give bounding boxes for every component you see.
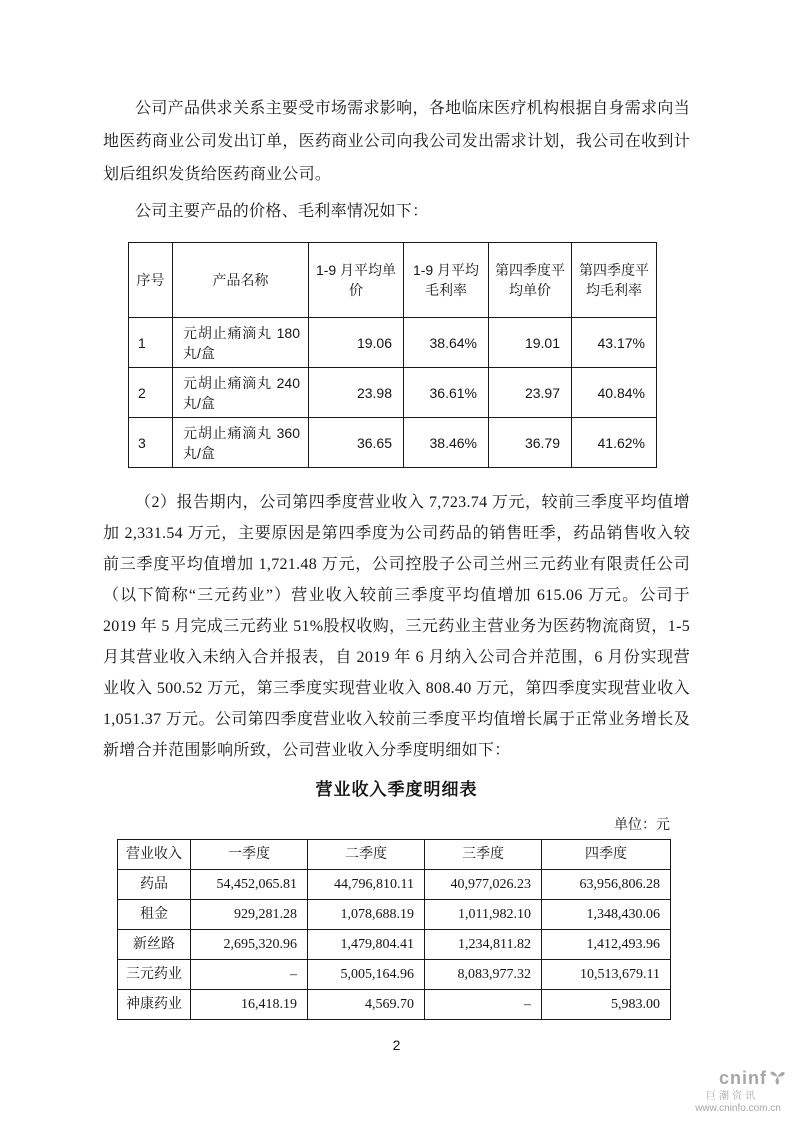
price-table-header-row [129, 243, 657, 318]
cell-q4-value: 5,983.00 [542, 990, 671, 1020]
cell-index: 2 [129, 368, 173, 418]
cninfo-url: www.cninfo.com.cn [695, 1103, 781, 1114]
table-row [129, 368, 657, 418]
table-row [129, 318, 657, 368]
header-cell-avg-price-1-9: 1-9 月平均单价 [309, 243, 404, 318]
cell-q4-value: 1,412,493.96 [542, 930, 671, 960]
table-row [118, 930, 671, 960]
cell-q3-value: – [425, 990, 542, 1020]
cninfo-brand-text: cninf [719, 1068, 767, 1089]
cell-product-name: 元胡止痛滴丸 180丸/盒 [173, 318, 309, 368]
cell-q3-value: 1,011,982.10 [425, 900, 542, 930]
cell-q2-value: 5,005,164.96 [308, 960, 425, 990]
product-price-table [128, 242, 657, 468]
cninfo-logo [688, 1068, 788, 1114]
cell-q1-value: 2,695,320.96 [191, 930, 308, 960]
header-cell-revenue: 营业收入 [118, 840, 191, 870]
cninfo-swirl-icon [769, 1068, 786, 1090]
cell-q3-value: 8,083,977.32 [425, 960, 542, 990]
table-row [129, 418, 657, 468]
cell-product-name: 元胡止痛滴丸 360丸/盒 [173, 418, 309, 468]
cell-segment: 租金 [118, 900, 191, 930]
cell-q4-price: 19.01 [489, 318, 572, 368]
cell-q4-price: 36.79 [489, 418, 572, 468]
cell-q2-value: 1,078,688.19 [308, 900, 425, 930]
cell-avg-price: 36.65 [309, 418, 404, 468]
paragraph-supply-demand: 公司产品供求关系主要受市场需求影响，各地临床医疗机构根据自身需求向当地医药商业公司发出订单，医药商业公司向我公司发出需求计划，我公司在收到计划后组织发货给医药商业公司。 [103, 100, 690, 183]
cell-segment: 药品 [118, 870, 191, 900]
page-number: 2 [392, 1037, 401, 1053]
header-cell-q4: 四季度 [542, 840, 671, 870]
cell-avg-margin: 36.61% [404, 368, 489, 418]
cell-q1-value: 54,452,065.81 [191, 870, 308, 900]
revenue-table-title: 营业收入季度明细表 [315, 780, 478, 799]
cell-q4-margin: 40.84% [572, 368, 657, 418]
cell-avg-price: 19.06 [309, 318, 404, 368]
cell-q4-value: 1,348,430.06 [542, 900, 671, 930]
cninfo-brand-row [688, 1068, 788, 1090]
header-cell-avg-margin-1-9: 1-9 月平均毛利率 [404, 243, 489, 318]
cell-q1-value: 929,281.28 [191, 900, 308, 930]
table-row [118, 990, 671, 1020]
revenue-table-header-row [118, 840, 671, 870]
cell-avg-price: 23.98 [309, 368, 404, 418]
table-row [118, 870, 671, 900]
header-cell-q4-avg-margin: 第四季度平均毛利率 [572, 243, 657, 318]
cell-product-name: 元胡止痛滴丸 240丸/盒 [173, 368, 309, 418]
cell-q3-value: 40,977,026.23 [425, 870, 542, 900]
cell-index: 1 [129, 318, 173, 368]
cell-q2-value: 1,479,804.41 [308, 930, 425, 960]
header-cell-index: 序号 [129, 243, 173, 318]
quarterly-revenue-table [117, 839, 671, 1020]
cninfo-chinese-name: 巨潮资讯 [706, 1091, 758, 1102]
cell-q4-value: 63,956,806.28 [542, 870, 671, 900]
cell-segment: 神康药业 [118, 990, 191, 1020]
cell-segment: 三元药业 [118, 960, 191, 990]
header-cell-q1: 一季度 [191, 840, 308, 870]
cell-q4-margin: 43.17% [572, 318, 657, 368]
header-cell-q2: 二季度 [308, 840, 425, 870]
cell-q2-value: 4,569.70 [308, 990, 425, 1020]
paragraph-price-lead: 公司主要产品的价格、毛利率情况如下： [135, 203, 429, 220]
cell-q4-price: 23.97 [489, 368, 572, 418]
cell-avg-margin: 38.64% [404, 318, 489, 368]
cell-q2-value: 44,796,810.11 [308, 870, 425, 900]
table-row [118, 900, 671, 930]
cell-q4-margin: 41.62% [572, 418, 657, 468]
cell-segment: 新丝路 [118, 930, 191, 960]
cell-avg-margin: 38.46% [404, 418, 489, 468]
header-cell-q4-avg-price: 第四季度平均单价 [489, 243, 572, 318]
cell-q4-value: 10,513,679.11 [542, 960, 671, 990]
unit-label: 单位：元 [614, 818, 670, 833]
paragraph-q4-revenue: （2）报告期内，公司第四季度营业收入 7,723.74 万元，较前三季度平均值增加 2,331.54 万元，主要原因是第四季度为公司药品的销售旺季，药品销售收入较前三季度平均值增加 1,721.48 万元，公司控股子公司兰州三元药业有限责任公司（以下简称“三元药业”）营业收入较前三季度平均值增加 615.06 万元。公司于 2019 年 5 月完成三元药业 51%股权收购，三元药业主营业务为医药物流商贸，1-5 月其营业收入未纳入合并报表，自 2019 年 6 月纳入公司合并范围，6 月份实现营业收入 500.52 万元，第三季度实现营业收入 808.40 万元，第四季度实现营业收入 1,051.37 万元。公司第四季度营业收入较前三季度平均值增长属于正常业务增长及新增合并范围影响所致，公司营业收入分季度明细如下： [103, 494, 690, 759]
cell-q1-value: 16,418.19 [191, 990, 308, 1020]
header-cell-q3: 三季度 [425, 840, 542, 870]
cell-q3-value: 1,234,811.82 [425, 930, 542, 960]
table-row [118, 960, 671, 990]
header-cell-product-name: 产品名称 [173, 243, 309, 318]
cell-index: 3 [129, 418, 173, 468]
cell-q1-value: – [191, 960, 308, 990]
